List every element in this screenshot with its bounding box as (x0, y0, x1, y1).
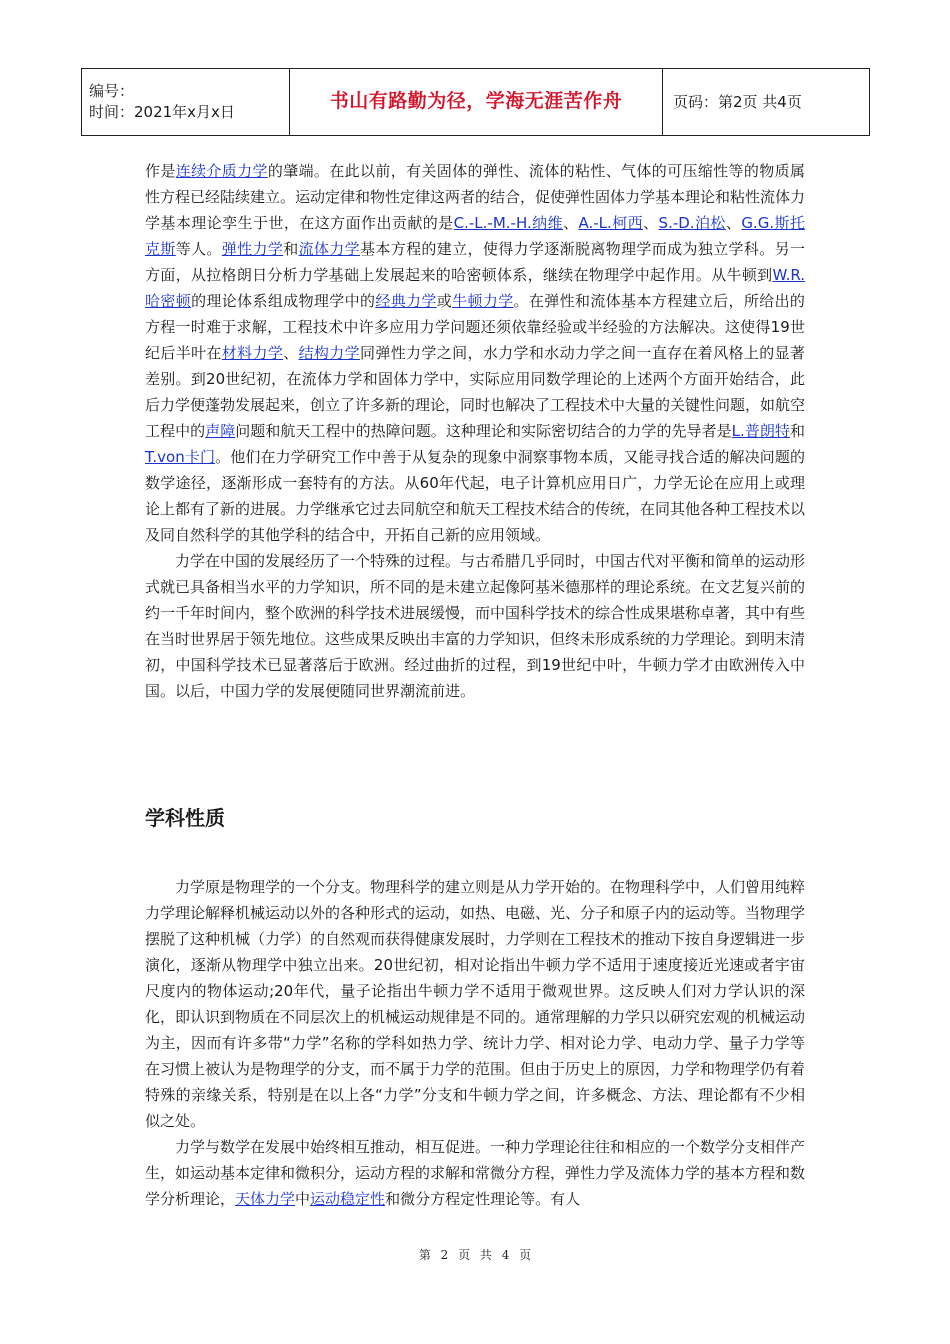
text: 基本方程的建立，使得力学逐渐脱离物理学而成为独立学科。另一方面，从拉格朗日分析力学基础上发展起来的哈密顿体系，继续在物理学中起作用。从牛顿到 (145, 240, 805, 284)
paragraph-math-relation (145, 1134, 805, 1212)
text: 的理论体系组成物理学中的 (191, 292, 376, 310)
text: 作是 (145, 162, 176, 180)
text: 同弹性力学之间，水力学和水动力学之间一直存在着风格上的显著差别。到20世纪初，在流体力学和固体力学中，实际应用同数学理论的上述两个方面开始结合，此后力学便蓬勃发展起来，创立了许多新的理论，同时也解决了工程技术中大量的关键性问题，如航空工程中的 (145, 344, 806, 440)
text: 力学与数学在发展中始终相互推动，相互促进。一种力学理论往往和相应的一个数学分支相伴产生，如运动基本定律和微积分，运动方程的求解和常微分方程，弹性力学及流体力学的基本方程和数学分析理论， (145, 1138, 806, 1208)
link-motion-stability[interactable]: 运动稳定性 (310, 1190, 386, 1208)
body-text-bottom (145, 874, 805, 1212)
link-hamilton[interactable]: W.R.哈密顿 (145, 266, 805, 310)
text: 和 (789, 422, 805, 440)
text: 问题和航天工程中的热障问题。这种理论和实际密切结合的力学的先导者是 (235, 422, 732, 440)
text: 、 (643, 214, 659, 232)
text: 。他们在力学研究工作中善于从复杂的现象中洞察事物本质，又能寻找合适的解决问题的数学途径，逐渐形成一套特有的方法。从60年代起，电子计算机应用日广，力学无论在应用上或理论上都有了新的进展。力学继承它过去同航空和航天工程技术结合的传统，在同其他各种工程技术以及同自然科学的其他学科的结合中，开拓自己新的应用领域。 (145, 448, 806, 544)
page-footer: 第 2 页 共 4 页 (418, 1248, 532, 1262)
text: 、 (725, 214, 742, 232)
link-structural-mechanics[interactable]: 结构力学 (298, 344, 360, 362)
link-sound-barrier[interactable]: 声障 (205, 422, 236, 440)
section-title: 学科性质 (145, 806, 225, 830)
document-header (81, 68, 870, 136)
link-prandtl[interactable]: L.普朗特 (731, 422, 790, 440)
link-newtonian-mechanics[interactable]: 牛顿力学 (452, 292, 514, 310)
link-poisson[interactable]: S.-D.泊松 (658, 214, 726, 232)
link-celestial-mechanics[interactable]: 天体力学 (235, 1190, 296, 1208)
motto: 书山有路勤为径，学海无涯苦作舟 (329, 90, 623, 112)
page-indicator: 页码：第2页 共4页 (673, 92, 802, 111)
link-navier[interactable]: C.-L.-M.-H.纳维 (453, 214, 564, 232)
paragraph-discipline-nature: 力学原是物理学的一个分支。物理科学的建立则是从力学开始的。在物理科学中，人们曾用纯粹力学理论解释机械运动以外的各种形式的运动，如热、电磁、光、分子和原子内的运动等。当物理学摆脱了这种机械（力学）的自然观而获得健康发展时，力学则在工程技术的推动下按自身逻辑进一步演化，逐渐从物理学中独立出来。20世纪初，相对论指出牛顿力学不适用于速度接近光速或者宇宙尺度内的物体运动;20年代，量子论指出牛顿力学不适用于微观世界。这反映人们对力学认识的深化，即认识到物质在不同层次上的机械运动规律是不同的。通常理解的力学只以研究宏观的机械运动为主，因而有许多带“力学”名称的学科如热力学、统计力学、相对论力学、电动力学、量子力学等在习惯上被认为是物理学的分支，而不属于力学的范围。但由于历史上的原因，力学和物理学仍有着特殊的亲缘关系，特别是在以上各“力学”分支和牛顿力学之间，许多概念、方法、理论都有不少相似之处。 (145, 878, 806, 1130)
header-page-cell (663, 69, 870, 136)
link-fluid-mechanics[interactable]: 流体力学 (298, 240, 360, 258)
link-classical-mechanics[interactable]: 经典力学 (375, 292, 437, 310)
paragraph-china-history: 力学在中国的发展经历了一个特殊的过程。与古希腊几乎同时，中国古代对平衡和简单的运动形式就已具备相当水平的力学知识，所不同的是未建立起像阿基米德那样的理论系统。在文艺复兴前的约一千年时间内，整个欧洲的科学技术进展缓慢，而中国科学技术的综合性成果堪称卓著，其中有些在当时世界居于领先地位。这些成果反映出丰富的力学知识，但终未形成系统的力学理论。到明末清初，中国科学技术已显著落后于欧洲。经过曲折的过程，到19世纪中叶，牛顿力学才由欧洲传入中国。以后，中国力学的发展便随同世界潮流前进。 (145, 552, 806, 700)
body-text-top (145, 158, 805, 704)
document-number: 编号： (89, 82, 135, 100)
paragraph-history-continued (145, 158, 805, 548)
text: 。在弹性和流体基本方程建立后，所给出的方程一时难于求解，工程技术中许多应用力学问题还须依靠经验或半经验的方法解决。这使得19世纪后半叶在 (145, 292, 805, 362)
header-motto-cell (290, 69, 663, 136)
header-meta-cell (82, 69, 290, 136)
text: 或 (436, 292, 453, 310)
text: 和 (283, 240, 299, 258)
link-stokes[interactable]: G.G.斯托克斯 (145, 214, 805, 258)
text: 中 (295, 1190, 311, 1208)
link-materials-mechanics[interactable]: 材料力学 (221, 344, 284, 362)
text: 、 (563, 214, 579, 232)
text: 、 (283, 344, 299, 362)
document-time: 时间：2021年x月x日 (89, 103, 235, 121)
text: 等人。 (175, 240, 222, 258)
link-cauchy[interactable]: A.-L.柯西 (578, 214, 644, 232)
link-continuum-mechanics[interactable]: 连续介质力学 (175, 162, 268, 180)
text: 的肇端。在此以前，有关固体的弹性、流体的粘性、气体的可压缩性等的物质属性方程已经陆续建立。运动定律和物性定律这两者的结合，促使弹性固体力学基本理论和粘性流体力学基本理论孪生于世，在这方面作出贡献的是 (145, 162, 806, 232)
text: 和微分方程定性理论等。有人 (385, 1190, 581, 1208)
link-elasticity[interactable]: 弹性力学 (221, 240, 284, 258)
link-von-karman[interactable]: T.von卡门 (145, 448, 216, 466)
